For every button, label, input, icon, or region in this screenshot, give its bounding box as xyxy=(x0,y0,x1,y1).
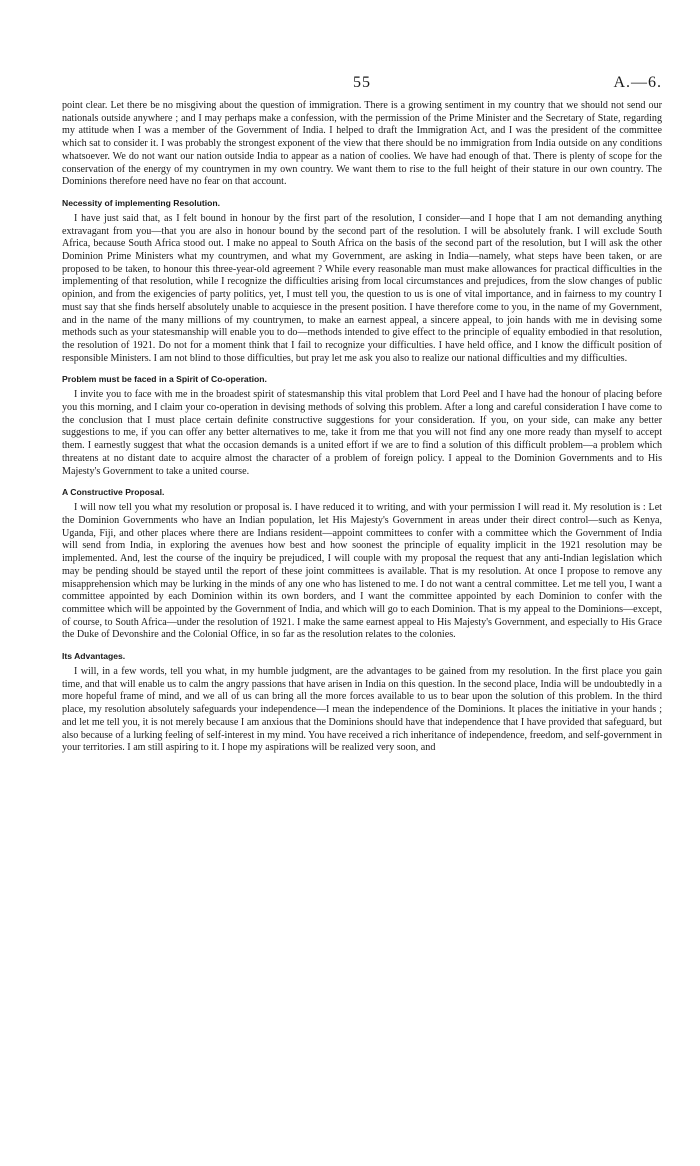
section-heading-cooperation: Problem must be faced in a Spirit of Co-operation. xyxy=(62,374,267,385)
intro-paragraph: point clear. Let there be no misgiving about the question of immigration. There is a growing sentiment in my country that we should not send our nationals outside anywhere ; and I may perhaps make a confession, with the permission of the Prime Minister and the Secretary of State, regarding my attitude when I was a member of the Government of India. I helped to draft the Immigration Act, and I was the president of the committee which sat to consider it. I was probably the strongest exponent of the view that there should be no immigration from India outside on any conditions whatsoever. We do not want our nation outside India to appear as a nation of coolies. We have had enough of that. There is plenty of scope for the conservation of the energy of my countrymen in my own country. We want them to rise to the full height of their stature in our own country. The Dominions therefore need have no fear on that account. xyxy=(62,100,662,188)
page-number: 55 xyxy=(353,74,371,91)
series-code: A.—6. xyxy=(613,74,662,91)
proposal-paragraph: I will now tell you what my resolution or proposal is. I have reduced it to writing, and with your permission I will read it. My resolution is : Let the Dominion Governments who have an Indian population, let His Majesty's Government in areas under their direct control—such as Kenya, Uganda, Fiji, and other places where there are Indians resident—appoint committees to confer with a committee which the Government of India will send from India, in exploring the avenues how best and how soonest the principle of equality implicit in the 1921 resolution may be implemented. And, lest the course of the inquiry be prejudiced, I will couple with my proposal the request that any anti-Indian legislation which may be pending should be stayed until the report of these joint committees is available. That is my resolution. At once I propose to remove any misapprehension which may be lurking in the minds of any one who has listened to me. I do not want a central committee. Let me tell you, I want a committee appointed by each Dominion within its own borders, and I want the committee appointed by each Dominion to confer with the committee which will be appointed by the Government of India, and which will go to each Dominion. That is my appeal to the Dominions—except, of course, to South Africa—under the resolution of 1921. I make the same earnest appeal to His Majesty's Government, and especially to His Grace the Duke of Devonshire and the Colonial Office, in so far as the resolution relates to the colonies. xyxy=(62,502,662,641)
section-heading-proposal: A Constructive Proposal. xyxy=(62,487,165,498)
section-heading-advantages: Its Advantages. xyxy=(62,651,126,662)
document-body xyxy=(62,100,662,755)
cooperation-paragraph: I invite you to face with me in the broadest spirit of statesmanship this vital problem that Lord Peel and I have had the honour of placing before you this morning, and I claim your co-operation in devising methods of solving this problem. After a long and careful consideration I have come to the conclusion that I must place certain definite constructive suggestions for your consideration. If you, on your side, can make any better suggestions to me, if you can offer any better alternatives to me, take it from me that you will not find any one more ready than myself to accept them. I earnestly suggest that what the occasion demands is a united effort if we are to find a solution of this difficult problem—a problem which threatens at no distant date to acquire almost the character of a problem of foreign policy. I appeal to the Dominion Governments and to His Majesty's Government to take a united course. xyxy=(62,389,662,477)
section-heading-necessity: Necessity of implementing Resolution. xyxy=(62,197,221,208)
necessity-paragraph: I have just said that, as I felt bound in honour by the first part of the resolution, I consider—and I hope that I am not demanding anything extravagant from you—that you are also in honour bound by the second part of the resolution. I will be absolutely frank. I will exclude South Africa, because South Africa stood out. I make no appeal to South Africa on the basis of the second part of the resolution, but I will ask the other Dominion Prime Ministers what my countrymen, and what my Government, are asking in India—namely, what steps have been taken, or are proposed to be taken, to honour this three-year-old agreement ? While every reasonable man must make allowances for practical difficulties in the implementing of that resolution, while I recognize the difficulties arising from local circumstances and prejudices, from the slow changes of public opinion, and from the exigencies of party politics, yet, I must tell you, the question to us is one of vital importance, and in fairness to my country I must say that she finds herself absolutely unable to acquiesce in the present position. I have therefore come to you, in the name of my Government, and in the name of the many millions of my countrymen, to make an earnest appeal, a sincere appeal, to join hands with me in devising some methods such as your statesmanship will enable you to do—methods intended to give effect to the principle of equality embodied in that resolution, the resolution of 1921. Do not for a moment think that I fail to recognize your difficulties. I have held office, and I know the difficult position of responsible Ministers. I am not blind to those difficulties, but pray let me ask you also to realize our national difficulties and my difficulties. xyxy=(62,212,662,364)
advantages-paragraph: I will, in a few words, tell you what, in my humble judgment, are the advantages to be gained from my resolution. In the first place you gain time, and that will enable us to calm the angry passions that have arisen in India on this question. In the second place, India will be undoubtedly in a more hopeful frame of mind, and we all of us can bring all the more forces available to us to bear upon the solution of this problem. In the third place, my resolution absolutely safeguards your independence—I mean the independence of the Dominions. It places the initiative in your hands ; and let me tell you, it is not merely because I am anxious that the Dominions should have that independence that I have provided that safeguard, but also because of a lurking feeling of self-interest in my mind. You have received a rich inheritance of independence, freedom, and self-government in your territories. I am still aspiring to it. I hope my aspirations will be realized very soon, and xyxy=(62,666,662,754)
page-header xyxy=(62,0,662,100)
